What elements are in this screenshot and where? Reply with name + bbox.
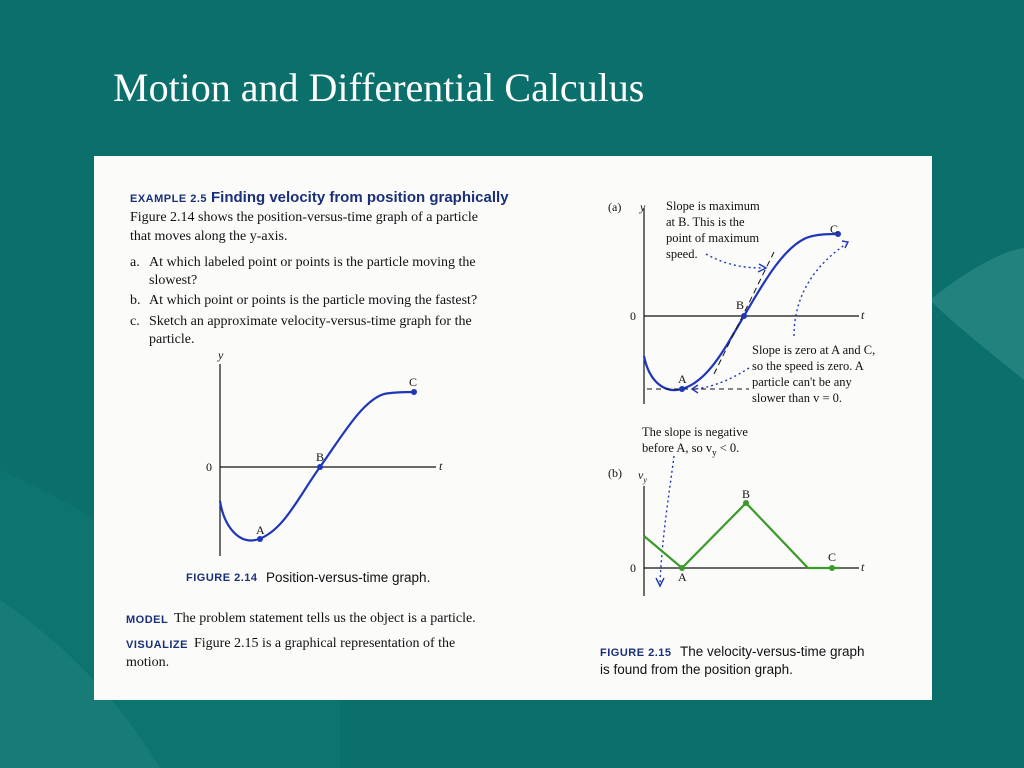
fig215a-c-label: C (830, 222, 839, 236)
fig214-b-label: B (316, 450, 325, 464)
fig215b-a-label: A (678, 570, 687, 584)
fig215a-b-label: B (736, 298, 745, 312)
fig215a-y-label: y (640, 200, 646, 214)
annotation-slope-negative (642, 424, 748, 461)
visualize-label: VISUALIZE (126, 639, 188, 651)
fig214-a-label: A (256, 523, 265, 537)
example-intro-line1: Figure 2.14 shows the position-versus-time graph of a particle (130, 210, 478, 225)
question-a-marker: a. (130, 255, 140, 270)
annotation-max-line1: Slope is maximum (666, 199, 760, 213)
annotation-max-line3: point of maximum (666, 231, 760, 245)
fig215b-vy-label (638, 468, 647, 484)
fig215b-point-c (829, 565, 835, 571)
fig215-caption-line1: The velocity-versus-time graph (680, 644, 865, 659)
annotation-negative-tail: < 0. (716, 441, 740, 455)
fig215-panel-a: (a) (608, 200, 622, 214)
annotation-max-line4: speed. (666, 247, 698, 261)
annotation-negative-text: before A, so v (642, 441, 713, 455)
annotation-negative-sub: y (712, 447, 717, 458)
fig215b-b-label: B (742, 487, 751, 501)
annotation-slope-max (666, 198, 760, 262)
annotation-slope-zero (752, 342, 875, 406)
fig215-caption-line2: is found from the position graph. (600, 662, 793, 677)
fig215b-vy-sub: y (643, 475, 647, 485)
visualize-line2: motion. (126, 655, 170, 670)
example-heading: Finding velocity from position graphically (211, 189, 509, 206)
example-label: EXAMPLE 2.5 (130, 193, 208, 205)
annotation-negative-line1: The slope is negative (642, 425, 748, 439)
question-c-marker: c. (130, 314, 140, 329)
annotation-negative-line2 (642, 440, 748, 461)
fig215a-t-label: t (861, 308, 865, 322)
arrow-to-c (794, 244, 846, 336)
arrow-to-negative-v (660, 456, 674, 584)
fig215-label: FIGURE 2.15 (600, 647, 672, 659)
annotation-zero-line2: so the speed is zero. A (752, 359, 864, 373)
fig214-y-label: y (218, 348, 224, 362)
fig214-origin-label: 0 (206, 460, 212, 474)
fig215a-point-b (741, 313, 747, 319)
visualize-line1: Figure 2.15 is a graphical representation of the (194, 636, 456, 651)
example-intro-line2: that moves along the y-axis. (130, 229, 288, 244)
model-label: MODEL (126, 614, 169, 626)
fig215b-t-label: t (861, 560, 865, 574)
annotation-zero-line4: slower than v = 0. (752, 391, 843, 405)
question-a-line2: slowest? (149, 273, 198, 288)
question-a-line1: At which labeled point or points is the particle moving the (149, 255, 476, 270)
fig215b-c-label: C (828, 550, 837, 564)
fig215-panel-b: (b) (608, 466, 622, 480)
question-c-line1: Sketch an approximate velocity-versus-time graph for the (149, 314, 472, 329)
question-b-marker: b. (130, 293, 141, 308)
fig215b-velocity-graph (644, 503, 840, 568)
fig214-c-label: C (409, 375, 418, 389)
slide-title: Motion and Differential Calculus (113, 65, 645, 110)
annotation-zero-line3: particle can't be any (752, 375, 852, 389)
fig214-t-label: t (439, 459, 443, 473)
model-text: The problem statement tells us the object is a particle. (174, 611, 476, 626)
annotation-zero-line1: Slope is zero at A and C, (752, 343, 876, 357)
fig215b-origin-label: 0 (630, 561, 636, 575)
question-c-line2: particle. (149, 332, 195, 347)
fig215b-vy-text: v (638, 468, 644, 482)
arrow-to-a (694, 368, 749, 389)
textbook-page (94, 156, 932, 700)
fig214-caption: Position-versus-time graph. (266, 570, 431, 585)
fig215a-a-label: A (678, 372, 687, 386)
question-b-line1: At which point or points is the particle moving the fastest? (149, 293, 478, 308)
fig215a-origin-label: 0 (630, 309, 636, 323)
annotation-max-line2: at B. This is the (666, 215, 745, 229)
fig214-label: FIGURE 2.14 (186, 572, 258, 584)
